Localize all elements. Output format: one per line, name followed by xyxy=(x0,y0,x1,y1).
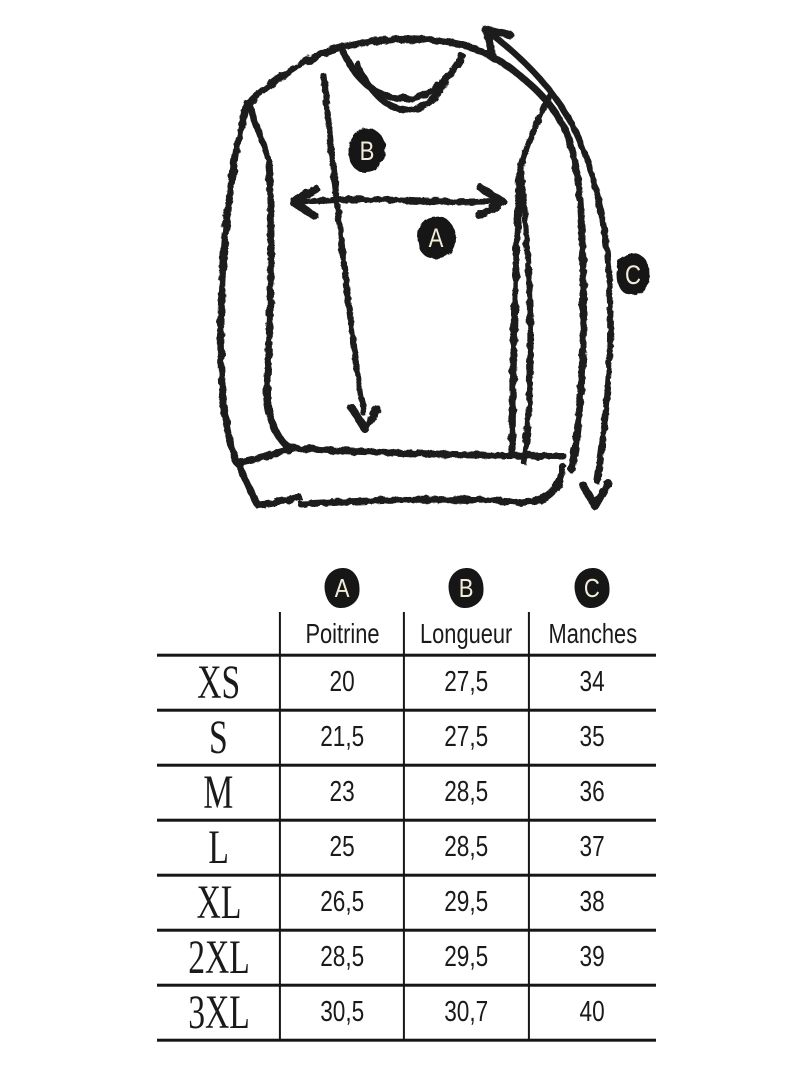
sleeve-value: 34 xyxy=(579,666,606,698)
length-value: 30,7 xyxy=(444,996,489,1028)
table-row-m xyxy=(157,765,656,820)
sleeve-value: 40 xyxy=(579,996,606,1028)
measurement-arrows xyxy=(293,29,610,506)
column-badge-b: B xyxy=(449,568,484,608)
left-cuff-edge xyxy=(239,465,258,505)
hem-bottom xyxy=(301,500,506,504)
chest-value: 26,5 xyxy=(319,886,365,918)
sleeve-value: 35 xyxy=(579,721,606,753)
table-row-2xl xyxy=(157,930,656,985)
length-value: 29,5 xyxy=(444,886,489,918)
left-cuff-top xyxy=(237,449,291,463)
chest-value: 30,5 xyxy=(319,996,365,1028)
chest-value: 28,5 xyxy=(319,941,365,973)
size-label: 3XL xyxy=(187,986,250,1039)
right-body-edge xyxy=(512,170,520,453)
size-chart-table xyxy=(157,560,656,1040)
sleeve-arrow-bottom-head xyxy=(583,483,608,506)
left-sleeve-outer xyxy=(221,103,247,461)
size-label: XL xyxy=(196,876,241,929)
diagram-badge-b-letter: B xyxy=(359,137,375,167)
column-header-manches: Manches xyxy=(548,617,637,649)
size-label: S xyxy=(209,711,228,764)
table-row-xs xyxy=(157,655,656,710)
sleeve-value: 37 xyxy=(579,831,606,863)
right-sleeve-inner xyxy=(521,172,531,462)
diagram-badge-a-letter: A xyxy=(428,224,444,254)
chest-value: 21,5 xyxy=(319,721,365,753)
left-cuff-bottom xyxy=(258,497,299,505)
column-header-poitrine: Poitrine xyxy=(304,617,380,649)
length-value: 28,5 xyxy=(444,776,489,808)
length-value: 29,5 xyxy=(444,941,489,973)
column-header-longueur: Longueur xyxy=(420,617,513,649)
column-badge-a: A xyxy=(325,568,360,608)
table-row-3xl xyxy=(157,985,656,1040)
sleeve-value: 38 xyxy=(579,886,606,918)
right-cuff xyxy=(505,467,563,502)
chest-arrow-line xyxy=(297,199,499,203)
length-arrow-line xyxy=(324,76,364,413)
left-body-edge xyxy=(267,160,290,448)
table-row-s xyxy=(157,710,656,765)
length-value: 27,5 xyxy=(444,666,489,698)
chest-value: 25 xyxy=(329,831,355,863)
sleeve-value: 36 xyxy=(579,776,606,808)
size-label: L xyxy=(208,821,229,874)
sleeve-value: 39 xyxy=(579,941,606,973)
length-value: 28,5 xyxy=(444,831,489,863)
sweatshirt-outline xyxy=(221,39,584,505)
size-label: XS xyxy=(197,656,240,709)
size-label: M xyxy=(203,766,234,819)
table-row-l xyxy=(157,820,656,875)
column-badge-c: C xyxy=(575,568,610,608)
diagram-badge-c-letter: C xyxy=(625,261,641,291)
size-label: 2XL xyxy=(187,931,250,984)
chest-value: 23 xyxy=(329,776,355,808)
right-armhole-seam xyxy=(520,95,549,170)
left-armhole-seam xyxy=(249,105,269,160)
length-value: 27,5 xyxy=(444,721,489,753)
table-row-xl xyxy=(157,875,656,930)
chest-value: 20 xyxy=(329,666,355,698)
